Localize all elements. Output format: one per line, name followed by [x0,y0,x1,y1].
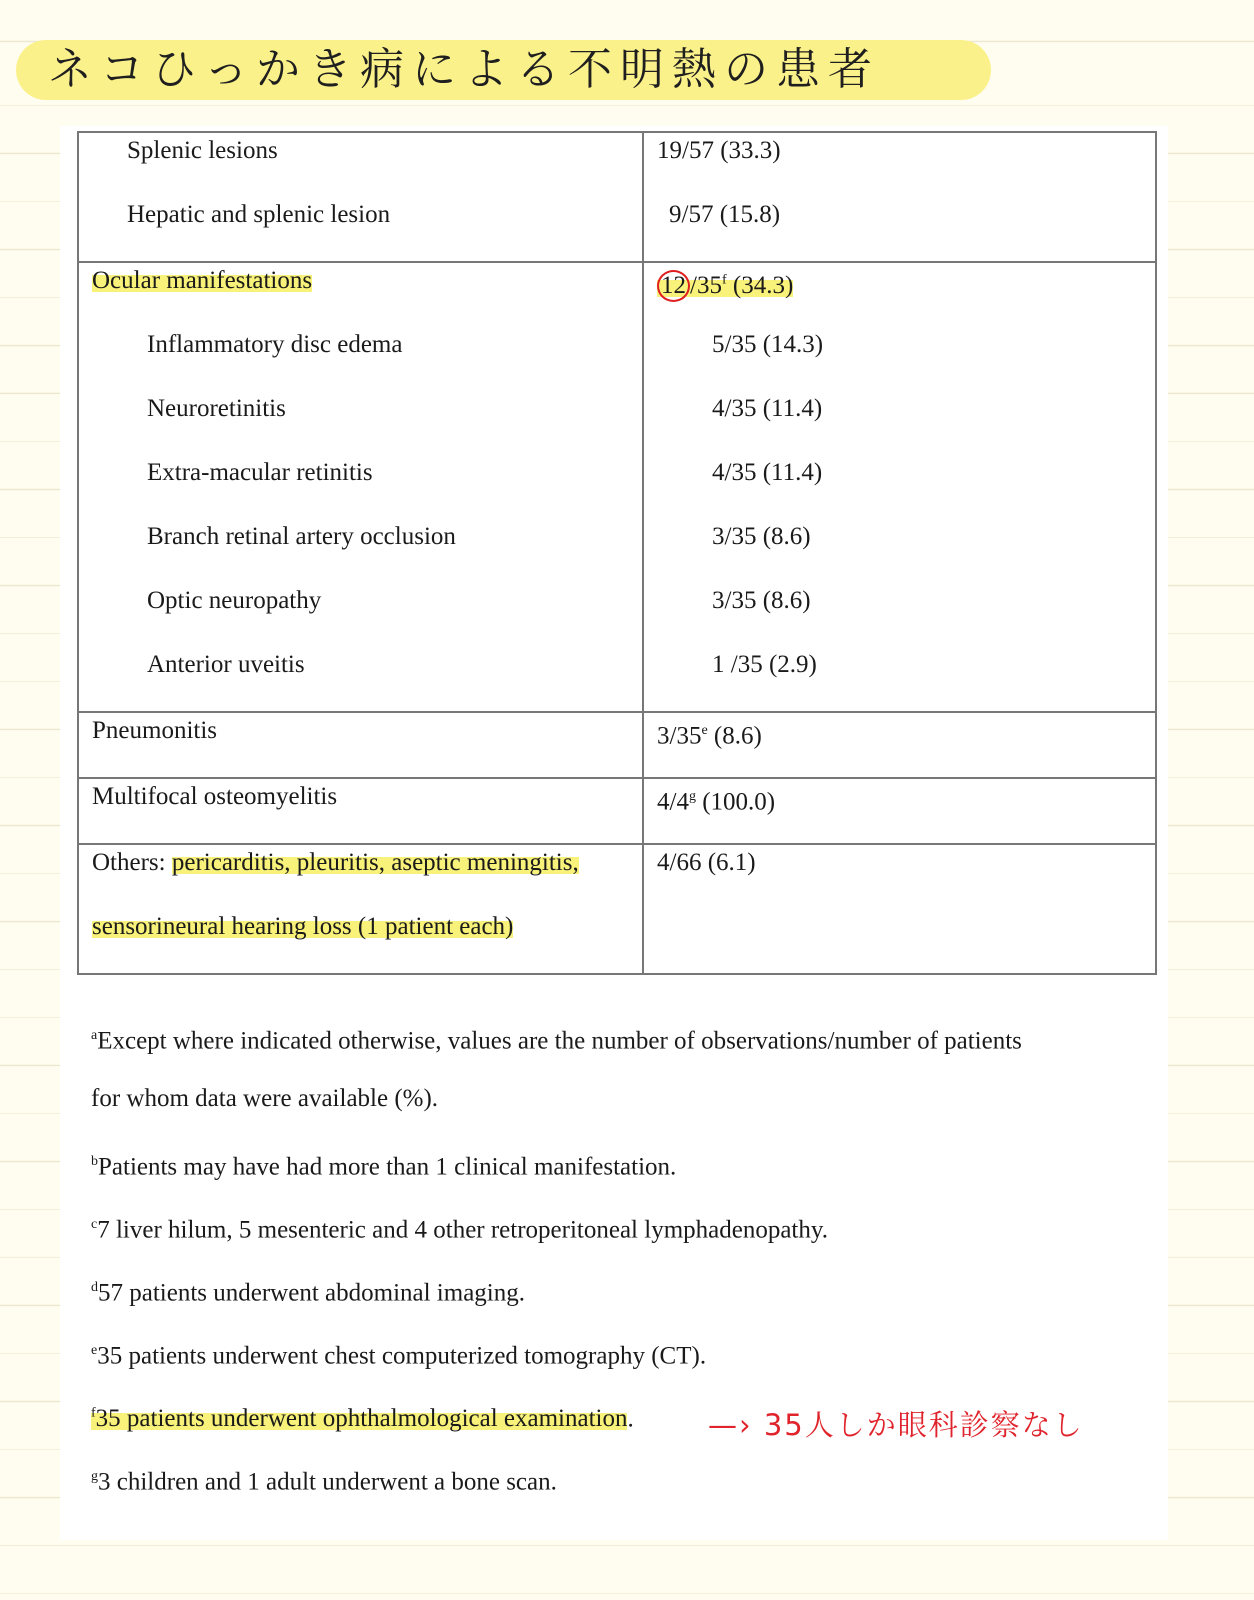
row-label: Anterior uveitis [147,651,305,678]
row-value: 4/35 (11.4) [712,395,823,422]
footnotes [91,1019,1151,1523]
table-row [78,778,1156,844]
footnote: $^e$35 patients underwent chest computerized tomography (CT). [91,1342,707,1370]
document-page [60,126,1168,1540]
row-label: Inflammatory disc edema [147,331,403,358]
circled-number: 12 [657,270,690,302]
footnote: $^f$35 patients underwent ophthalmological examination. [91,1405,634,1433]
footnote: $^b$Patients may have had more than 1 clinical manifestation. [91,1153,677,1181]
row-label: sensorineural hearing loss (1 patient each) [92,913,514,940]
row-value: 9/57 (15.8) [669,201,781,228]
row-label: Splenic lesions [127,137,278,164]
row-value: 4/66 (6.1) [657,849,756,876]
row-value: 4/35 (11.4) [712,459,823,486]
clinical-table [77,131,1157,975]
row-value: 3/35 (8.6) [712,587,811,614]
row-label: Hepatic and splenic lesion [127,201,391,228]
row-label: Extra-macular retinitis [147,459,373,486]
footnote: for whom data were available (%). [91,1085,439,1112]
row-value: 19/57 (33.3) [657,137,781,164]
row-value: 5/35 (14.3) [712,331,824,358]
table-row [78,262,1156,712]
row-value: 4/4$^g$ (100.0) [657,788,776,816]
footnote: $^d$57 patients underwent abdominal imaging. [91,1279,525,1307]
ocular-heading: Ocular manifestations [92,267,313,294]
footnote: $^c$7 liver hilum, 5 mesenteric and 4 other retroperitoneal lymphadenopathy. [91,1216,829,1244]
row-label: Neuroretinitis [147,395,286,422]
row-label: Others: pericarditis, pleuritis, aseptic meningitis, [92,849,579,876]
row-label: Multifocal osteomyelitis [92,783,338,810]
row-value: 3/35 (8.6) [712,523,811,550]
page-title: ネコひっかき病による不明熱の患者 [48,44,880,95]
table-row [78,712,1156,778]
table-row [78,132,1156,262]
footnote: $^a$Except where indicated otherwise, values are the number of observations/number of patients [91,1027,1022,1055]
row-label: Pneumonitis [92,717,218,744]
row-label: Optic neuropathy [147,587,322,614]
row-label: Branch retinal artery occlusion [147,523,456,550]
table-row [78,844,1156,974]
row-value: 1 /35 (2.9) [712,651,817,678]
ocular-value: 12 /35$^f$ (34.3) [657,272,793,299]
footnote: $^g$3 children and 1 adult underwent a bone scan. [91,1468,557,1496]
row-value: 3/35e (8.6) [657,722,762,750]
handwritten-annotation: —› 35人しか眼科診察なし [708,1408,1084,1442]
